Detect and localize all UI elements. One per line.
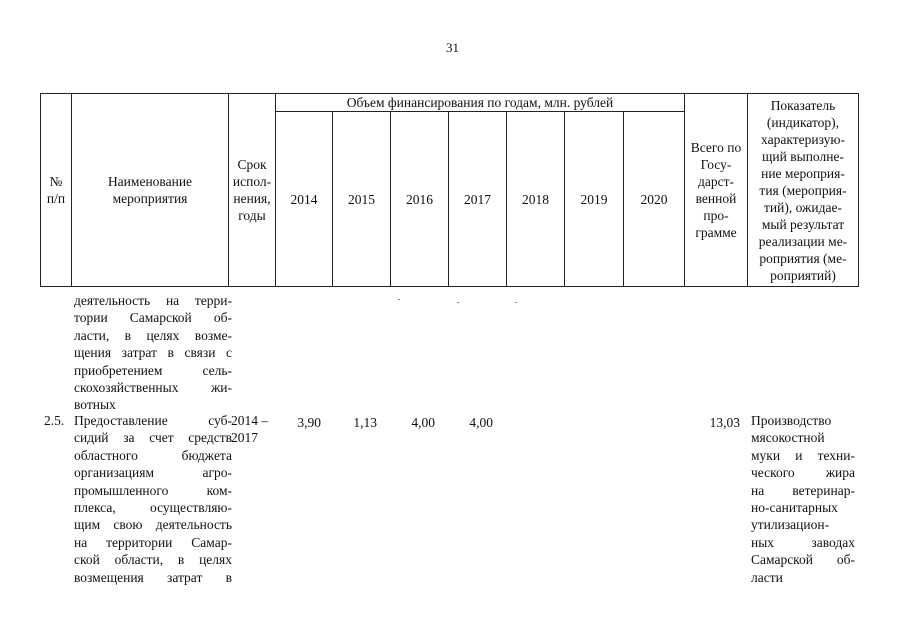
header-year-label: 2020 (640, 191, 668, 207)
text-line: Предоставление суб- (74, 413, 232, 428)
header-cell-name (71, 93, 229, 287)
value-2015: 1,13 (353, 415, 377, 430)
text-line: ческого жира (751, 465, 855, 481)
header-year-label: 2014 (290, 191, 318, 207)
text-line: щения затрат в связи с (74, 345, 232, 361)
text-line: Самарской об- (751, 552, 855, 568)
text-line: плекса, осуществляю- (74, 500, 232, 516)
header-term-label: Срок испол-нения, годы (232, 157, 272, 223)
header-cell-year (623, 111, 685, 287)
text-line: утилизацион- (751, 517, 830, 533)
text-line: деятельность на терри- (74, 293, 232, 308)
text-line: сидий за счет средств (74, 430, 232, 446)
text-line: Производство (751, 413, 832, 428)
text-line: но-санитарных (751, 500, 838, 516)
scan-speck (457, 302, 459, 303)
text-line: ласти (751, 569, 783, 585)
value-total: 13,03 (709, 415, 740, 430)
header-cell-term (228, 93, 276, 287)
text-line: на ветеринар- (751, 482, 855, 498)
text-line: на территории Самар- (74, 534, 232, 550)
text-line: ных заводах (751, 534, 855, 550)
scan-speck (515, 302, 517, 303)
header-cell-indicator (747, 93, 859, 287)
header-cell-number (40, 93, 72, 287)
text-line: щим свою деятельность (74, 517, 232, 533)
header-year-label: 2018 (522, 191, 549, 207)
row-indicator (751, 412, 855, 586)
text-line: 2017 (231, 430, 258, 446)
text-line: муки и техни- (751, 447, 855, 463)
header-year-label: 2017 (464, 191, 491, 207)
header-indicator-label: Показатель (индикатор), характеризую-щий выполне-ние мероприя-тия (мероприя-тий), ожидае-мый результат реализации ме-роприятия (ме-роприятий) (758, 97, 848, 283)
header-name-label: Наименование мероприятия (107, 174, 193, 206)
row-term (231, 412, 277, 447)
header-year-label: 2016 (406, 191, 433, 207)
text-line: приобретением сель- (74, 362, 232, 378)
header-number-label: № п/п (46, 174, 66, 206)
header-total-label: Всего по Госу-дарст-венной про-грамме (690, 140, 742, 240)
text-line: областного бюджета (74, 447, 232, 463)
page-number: 31 (446, 40, 459, 55)
text-line: ласти, в целях возме- (74, 327, 232, 343)
header-year-label: 2015 (348, 191, 375, 207)
header-cell-year (332, 111, 391, 287)
value-2017: 4,00 (469, 415, 493, 430)
text-line: возмещения затрат в (74, 569, 232, 585)
scan-speck (398, 299, 400, 300)
value-2016: 4,00 (411, 415, 435, 430)
row-number: 2.5. (44, 413, 65, 428)
text-line: промышленного ком- (74, 482, 232, 498)
text-line: ской области, в целях (74, 552, 232, 568)
header-cell-year (506, 111, 565, 287)
text-line: скохозяйственных жи- (74, 380, 232, 396)
header-cell-total (684, 93, 748, 287)
header-cell-year (448, 111, 507, 287)
header-cell-year (390, 111, 449, 287)
header-cell-funding-group (275, 93, 685, 112)
row-name (74, 412, 232, 586)
text-line: организациям агро- (74, 465, 232, 481)
text-line: 2014 – (231, 413, 269, 428)
header-funding-label: Объем финансирования по годам, млн. рублей (346, 95, 614, 110)
text-line: вотных (74, 397, 116, 413)
value-2014: 3,90 (297, 415, 321, 430)
header-year-label: 2019 (580, 191, 608, 207)
text-line: тории Самарской об- (74, 310, 232, 326)
continued-row-name (74, 292, 232, 414)
header-cell-year (275, 111, 333, 287)
header-cell-year (564, 111, 624, 287)
text-line: мясокостной (751, 430, 825, 446)
